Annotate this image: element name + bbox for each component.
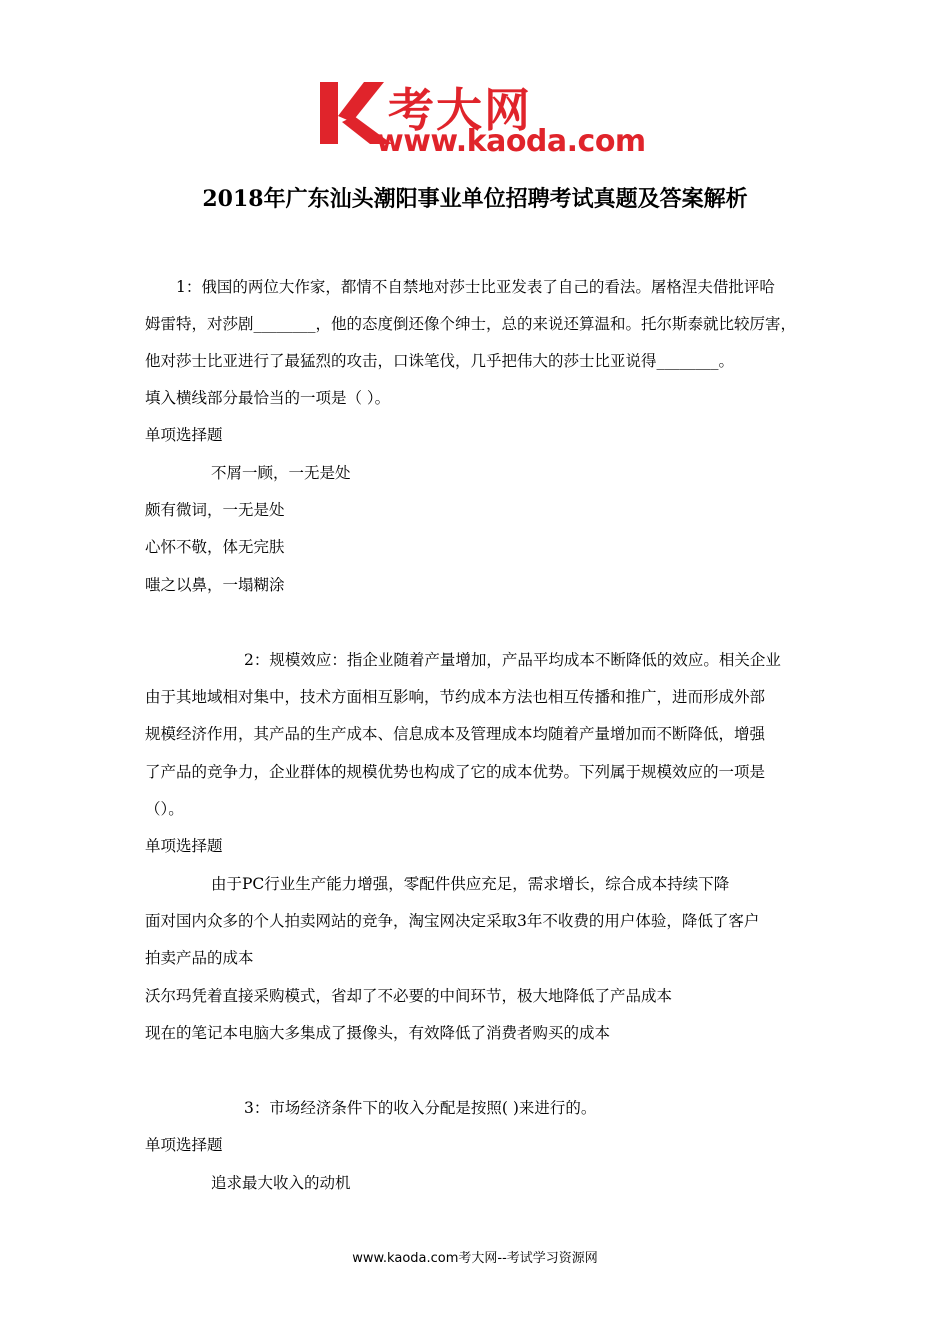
question-1-line: 1：俄国的两位大作家，都情不自禁地对莎士比亚发表了自己的看法。屠格涅夫借批评哈 [176, 278, 775, 296]
question-2-option: 由于PC行业生产能力增强，零配件供应充足，需求增长，综合成本持续下降 [211, 875, 730, 893]
question-2-option: 沃尔玛凭着直接采购模式，省却了不必要的中间环节，极大地降低了产品成本 [145, 987, 673, 1005]
question-2-line: 了产品的竞争力，企业群体的规模优势也构成了它的成本优势。下列属于规模效应的一项是 [145, 763, 766, 781]
question-1-line: 填入横线部分最恰当的一项是（ ）。 [145, 389, 391, 407]
question-1-option: 不屑一顾，一无是处 [211, 464, 351, 482]
page-title: 2018年广东汕头潮阳事业单位招聘考试真题及答案解析 [202, 186, 748, 212]
footer-text: 考大网--考试学习资源网 [458, 1251, 598, 1266]
question-1-line: 他对莎士比亚进行了最猛烈的攻击，口诛笔伐，几乎把伟大的莎士比亚说得________。 [145, 352, 735, 370]
page-footer [0, 1247, 950, 1266]
logo-name: 考大网 [388, 83, 532, 137]
question-1-type: 单项选择题 [145, 426, 223, 444]
question-1-option: 颇有微词，一无是处 [145, 501, 285, 519]
question-2-line: 规模经济作用，其产品的生产成本、信息成本及管理成本均随着产量增加而不断降低，增强 [145, 725, 766, 743]
question-2-line: （）。 [145, 800, 184, 818]
question-3-line: 3：市场经济条件下的收入分配是按照( )来进行的。 [244, 1099, 597, 1117]
question-3-type: 单项选择题 [145, 1136, 223, 1154]
logo-url: www.kaoda.com [376, 124, 646, 159]
footer-url: www.kaoda.com [352, 1251, 459, 1266]
question-1-option: 嗤之以鼻，一塌糊涂 [145, 576, 285, 594]
question-1-option: 心怀不敬，体无完肤 [145, 538, 285, 556]
kaoda-logo [318, 78, 646, 159]
question-1-line: 姆雷特，对莎剧________，他的态度倒还像个绅士，总的来说还算温和。托尔斯泰就比较厉害， [145, 315, 797, 333]
question-3-option: 追求最大收入的动机 [211, 1174, 351, 1192]
question-2-option: 面对国内众多的个人拍卖网站的竞争，淘宝网决定采取3年不收费的用户体验，降低了客户 [145, 912, 760, 930]
question-2-type: 单项选择题 [145, 837, 223, 855]
question-2-option: 现在的笔记本电脑大多集成了摄像头，有效降低了消费者购买的成本 [145, 1024, 611, 1042]
question-2-option: 拍卖产品的成本 [145, 949, 254, 967]
question-2-line: 由于其地域相对集中，技术方面相互影响，节约成本方法也相互传播和推广，进而形成外部 [145, 688, 766, 706]
question-2-line: 2：规模效应：指企业随着产量增加，产品平均成本不断降低的效应。相关企业 [244, 651, 781, 669]
